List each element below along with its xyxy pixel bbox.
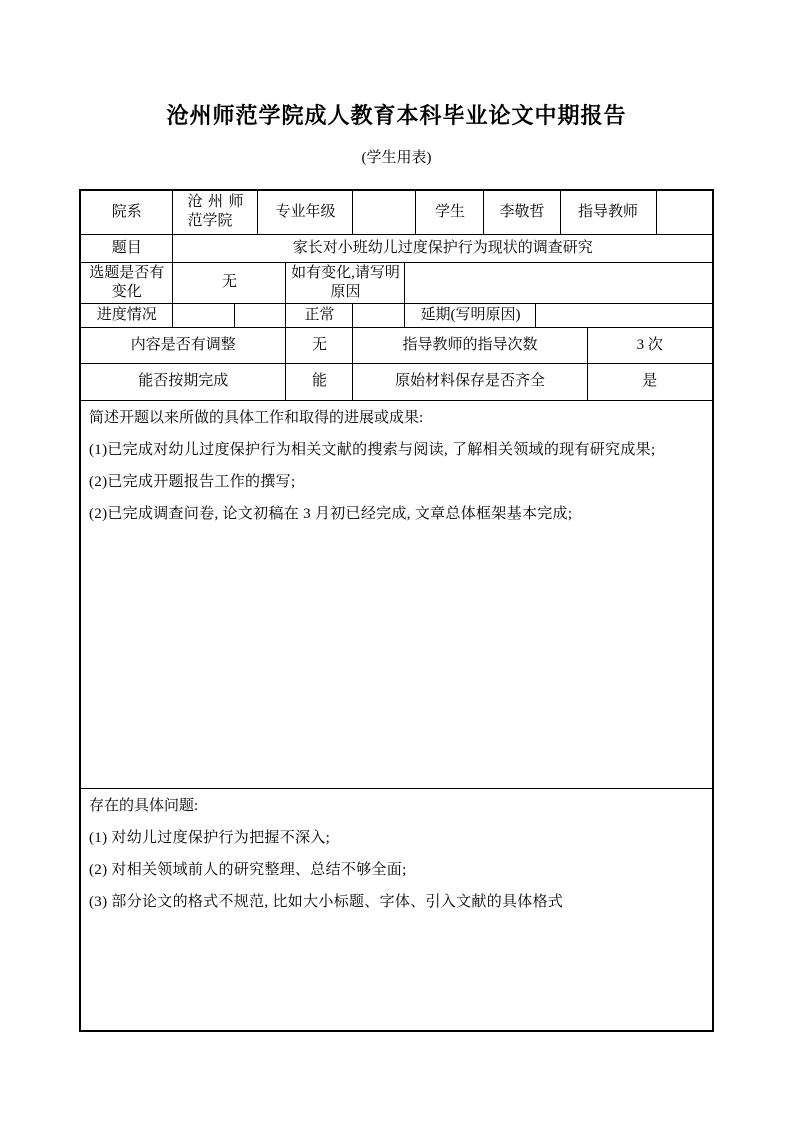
- row-completion: [80, 363, 713, 400]
- problem-item-1: (1) 对幼儿过度保护行为把握不深入;: [88, 829, 331, 846]
- problems-heading: 存在的具体问题:: [88, 797, 199, 814]
- problems-section: [80, 788, 713, 1031]
- row-basic-info: [80, 190, 713, 234]
- materials-label: 原始材料保存是否齐全: [353, 363, 587, 400]
- progress-item-2: (2)已完成开题报告工作的撰写;: [88, 473, 296, 490]
- dept-value: [173, 190, 258, 234]
- advisor-label: 指导教师: [560, 190, 656, 234]
- row-topic-change: [80, 262, 713, 303]
- adjust-label: 内容是否有调整: [80, 327, 286, 363]
- topic-label: 题目: [80, 234, 173, 262]
- row-progress-status: [80, 303, 713, 327]
- materials-value: 是: [587, 363, 713, 400]
- progress-blank-cell-3: [353, 303, 405, 327]
- student-value: 李敬哲: [484, 190, 560, 234]
- adjust-value: 无: [286, 327, 353, 363]
- advisor-value: [656, 190, 713, 234]
- progress-summary-heading: 简述开题以来所做的具体工作和取得的进展或成果:: [88, 409, 424, 426]
- major-label: 专业年级: [258, 190, 353, 234]
- major-value: [353, 190, 416, 234]
- progress-label: 进度情况: [80, 303, 173, 327]
- page-title: 沧州师范学院成人教育本科毕业论文中期报告: [166, 103, 627, 128]
- dept-value-text: 沧州师范学院: [187, 194, 244, 230]
- progress-item-1: (1)已完成对幼儿过度保护行为相关文献的搜索与阅读, 了解相关领域的现有研究成果;: [88, 441, 656, 458]
- ontime-value: 能: [286, 363, 353, 400]
- progress-delay-label: 延期(写明原因): [405, 303, 536, 327]
- student-label: 学生: [416, 190, 484, 234]
- guidance-count-value: 3 次: [587, 327, 713, 363]
- page-subtitle: (学生用表): [361, 150, 432, 166]
- row-problems: [80, 788, 713, 1031]
- change-value: 无: [173, 262, 286, 303]
- ontime-label: 能否按期完成: [80, 363, 286, 400]
- change-reason-value: [405, 262, 713, 303]
- report-form-table: [79, 189, 714, 1032]
- row-content-adjust: [80, 327, 713, 363]
- progress-normal-option: 正常: [286, 303, 353, 327]
- problem-item-2: (2) 对相关领域前人的研究整理、总结不够全面;: [88, 861, 407, 878]
- progress-blank-cell-2: [235, 303, 286, 327]
- change-label: 选题是否有变化: [80, 262, 173, 303]
- progress-summary-section: [80, 400, 713, 788]
- progress-blank-cell-1: [173, 303, 235, 327]
- change-reason-label: 如有变化,请写明原因: [286, 262, 405, 303]
- row-topic: [80, 234, 713, 262]
- topic-value: 家长对小班幼儿过度保护行为现状的调查研究: [173, 234, 713, 262]
- dept-label: 院系: [80, 190, 173, 234]
- progress-delay-value: [536, 303, 713, 327]
- guidance-count-label: 指导教师的指导次数: [353, 327, 587, 363]
- row-progress-summary: [80, 400, 713, 788]
- progress-item-3: (2)已完成调查问卷, 论文初稿在 3 月初已经完成, 文章总体框架基本完成;: [88, 505, 573, 522]
- problem-item-3: (3) 部分论文的格式不规范, 比如大小标题、字体、引入文献的具体格式: [88, 893, 564, 910]
